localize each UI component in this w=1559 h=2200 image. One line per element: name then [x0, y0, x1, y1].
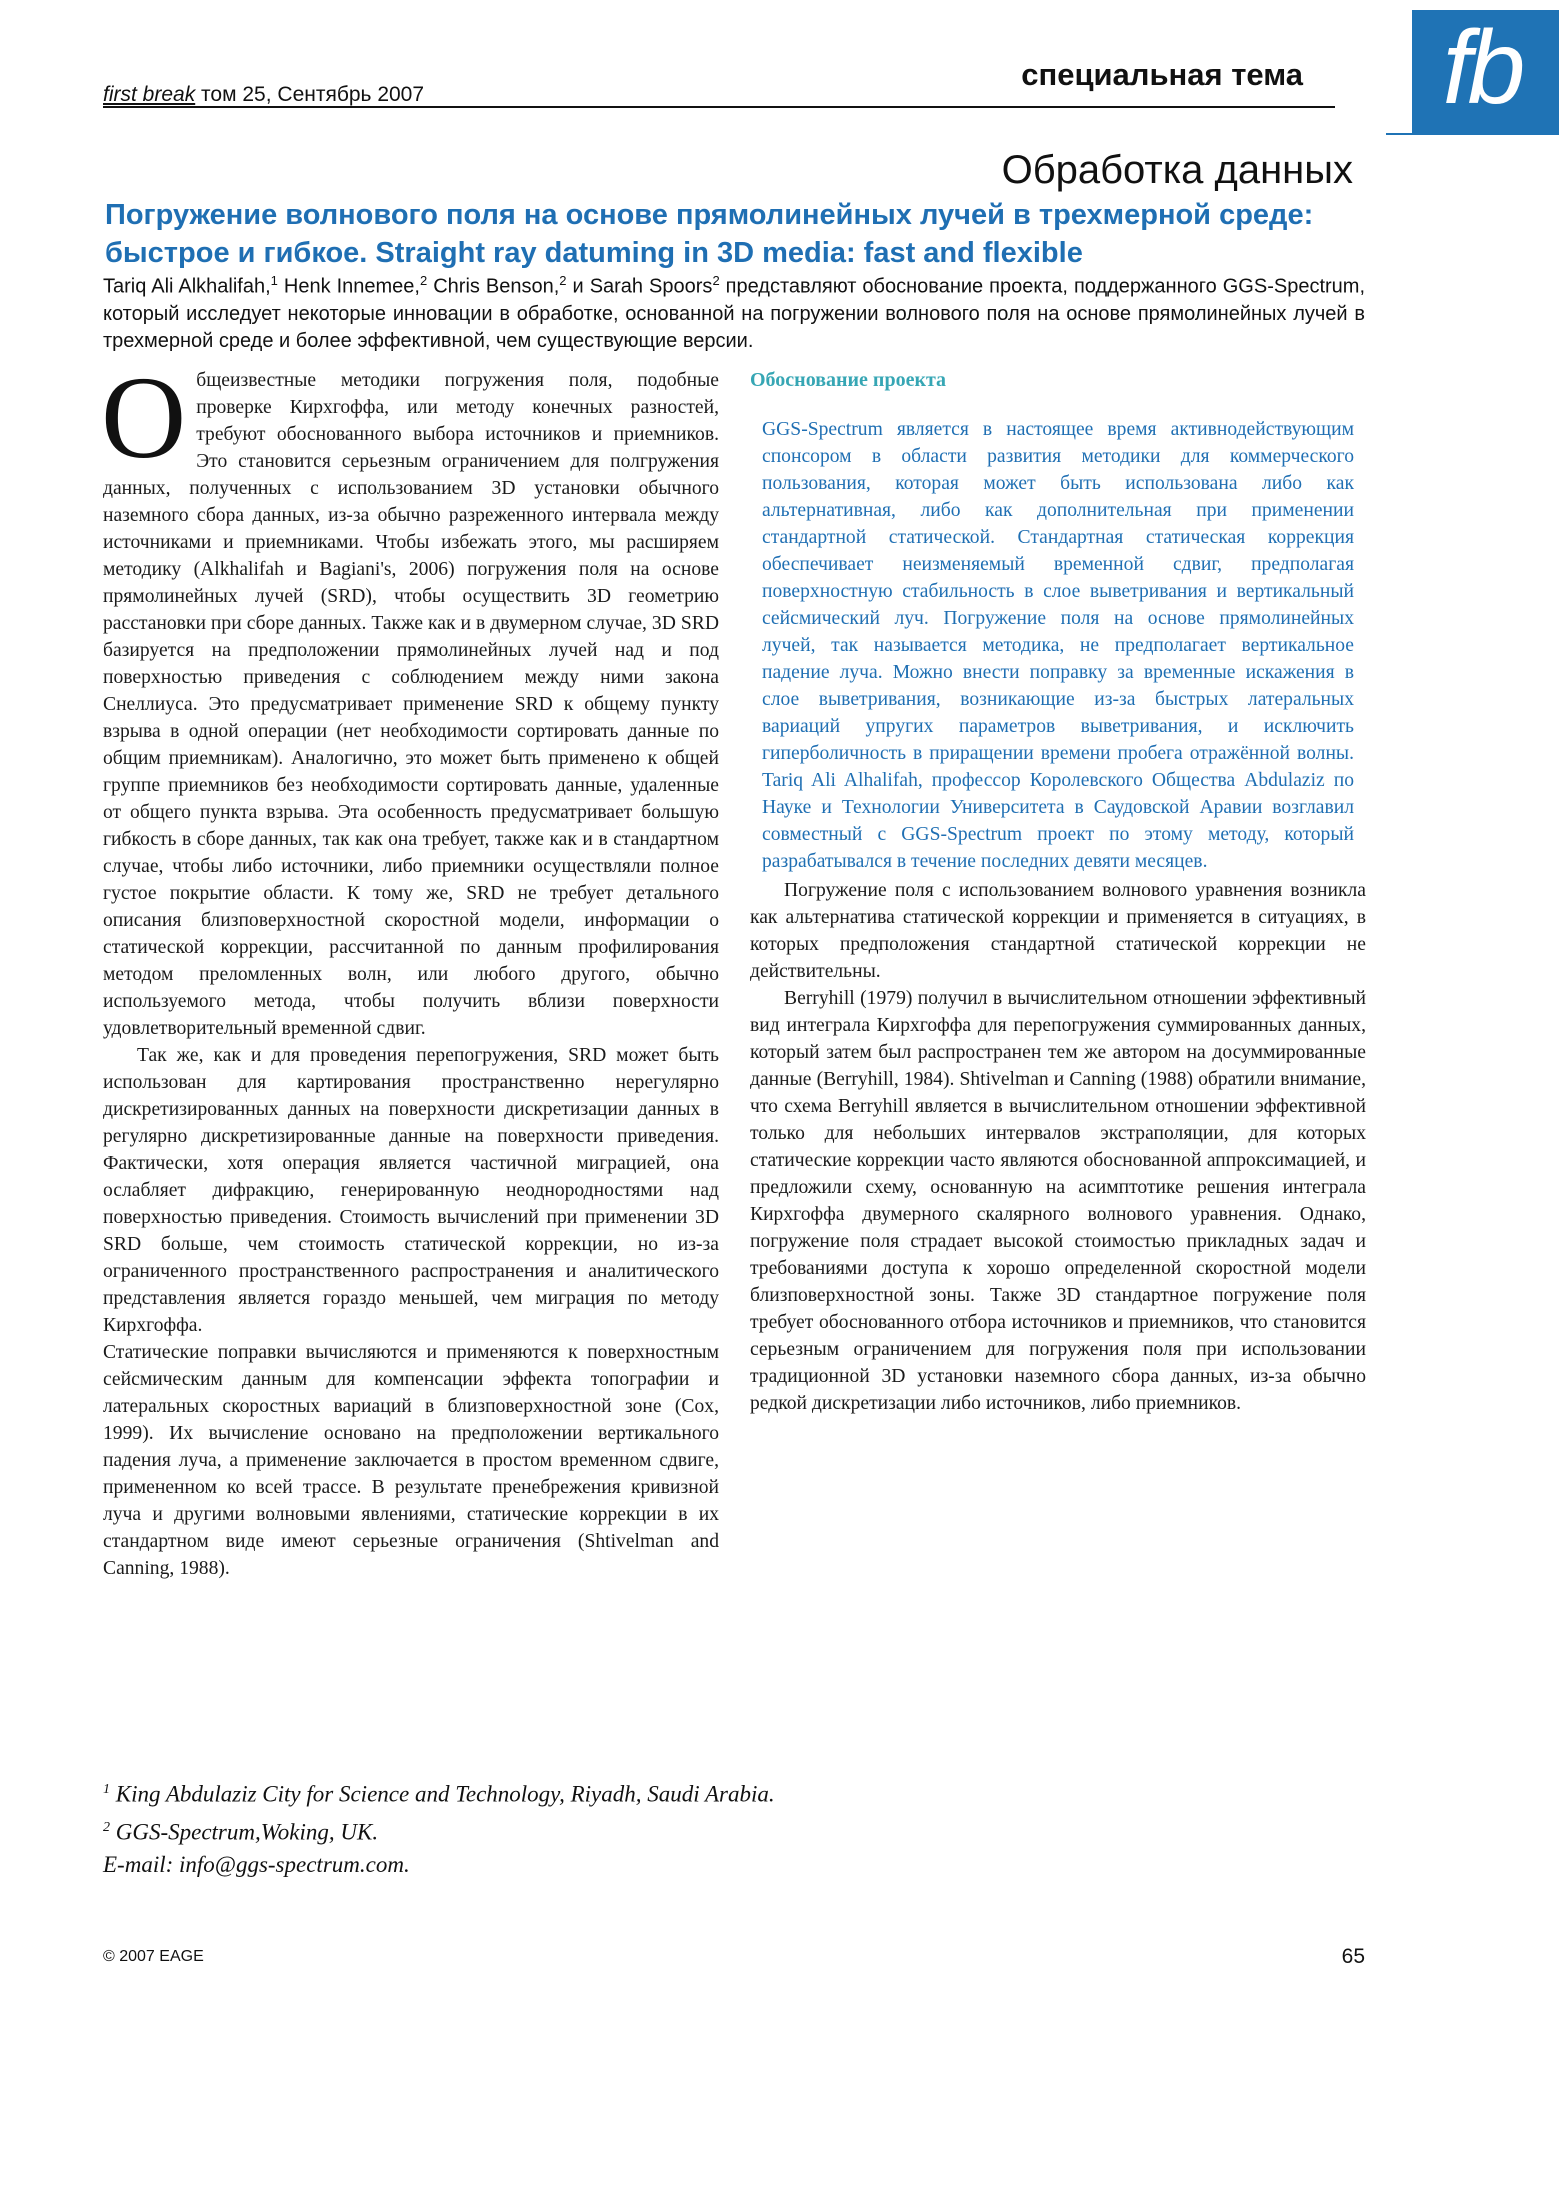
footnote-1-mark: 1 [103, 1782, 110, 1797]
journal-name: first break [103, 83, 196, 106]
right-column [750, 367, 1366, 1417]
footnote-2-mark: 2 [103, 1819, 110, 1835]
article-title: Погружение волнового поля на основе прямолинейных лучей в трехмерной среде: быстрое и гибкое. Straight ray datuming in 3D media: fast and flexible [105, 199, 1314, 269]
footnote-2-text: GGS-Spectrum,Woking, UK. [110, 1819, 379, 1845]
subheading: Обоснование проекта [750, 369, 947, 391]
journal-header [103, 83, 424, 107]
author-4: и Sarah Spoors [566, 275, 713, 298]
author-1: Tariq Ali Alkhalifah, [103, 275, 271, 298]
author-3-affiliation: 2 [559, 273, 567, 288]
page-number: 65 [1341, 1945, 1365, 1968]
special-topic-label: специальная тема [1021, 57, 1303, 92]
section-title: Обработка данных [1001, 148, 1353, 192]
intro-text: представляют обоснование проекта, поддержанного GGS-Spectrum, который исследует некоторые инновации в обработке, основанной на погружении волнового поля на основе прямолинейных лучей в трехмерной среде и более эффективной, чем существующие версии. [103, 275, 1365, 352]
header-rule [103, 106, 1335, 108]
drop-cap: O [101, 352, 187, 483]
author-4-affiliation: 2 [712, 273, 720, 288]
footnotes [103, 1773, 1003, 1881]
logo-rule [1386, 133, 1559, 135]
paragraph: Berryhill (1979) получил в вычислительном отношении эффективный вид интеграла Кирхгоффа для перепогружения суммированных данных, который затем был распространен тем же автором на досуммированные данные (Berryhill, 1984). Shtivelman и Canning (1988) обратили внимание, что схема Berryhill является в вычислительном отношении эффективной только для небольших интервалов экстраполяции, для которых статические коррекции часто являются обоснованной аппроксимацией, и предложили схему, основанную на асимптотике решения интеграла Кирхгоффа двумерного скалярного волнового уравнения. Однако, погружение поля страдает высокой стоимостью прикладных задач и требованиями доступа к хорошо определенной скоростной модели близповерхностной зоны. Также 3D стандартное погружение поля требует обоснованного отбора источников и приемников, что становится серьезным ограничением для погружения поля при использовании традиционной 3D установки наземного сбора данных, из-за обычно редкой дискретизации либо источников, либо приемников. [750, 988, 1366, 1414]
paragraph: Погружение поля с использованием волнового уравнения возникла как альтернатива статической коррекции и применяется в ситуациях, в которых предположения стандартной статической коррекции не действительны. [750, 880, 1366, 982]
fb-logo-text: fb [1442, 10, 1522, 126]
copyright: © 2007 EAGE [103, 1948, 204, 1965]
paragraph-text: бщеизвестные методики погружения поля, подобные проверке Кирхгоффа, или методу конечных разностей, требуют обоснованного выбора источников и приемников. Это становится серьезным ограничением для полгружения данных, полученных с использованием 3D установки обычного наземного сбора данных, из-за обычно разреженного интервала между источниками и приемниками. Чтобы избежать этого, мы расширяем методику (Alkhalifah и Bagiani's, 2006) погружения поля на основе прямолинейных лучей (SRD), чтобы осуществить 3D геометрию расстановки при сборе данных. Также как и в двумерном случае, 3D SRD базируется на предположении прямолинейных лучей над и под поверхностью приведения с соблюдением между ними закона Снеллиуса. Это предусматривает применение SRD к общему пункту взрыва в одной операции (нет необходимости сортировать данные по общим приемникам). Аналогично, это может быть применено к общей группе приемников без необходимости сортировать данные, удаленные от общего пункта взрыва. Эта особенность предусматривает большую гибкость в сборе данных, так как она требует, также как и в стандартном случае, чтобы либо источники, либо приемники осуществляли полное густое покрытие области. К тому же, SRD не требует детального описания близповерхностной скоростной модели, информации о статической коррекции, рассчитанной по данным профилирования методом преломленных волн, или любого другого, обычно используемого метода, чтобы получить вблизи поверхности удовлетворительный временной сдвиг. [103, 370, 719, 1039]
paragraph [101, 352, 719, 1042]
author-intro [103, 267, 1365, 355]
footnote-1 [103, 1773, 1003, 1811]
boxed-text: GGS-Spectrum является в настоящее время активнодействующим спонсором в области развития методики для коммерческого пользования, которая может быть использована либо как альтернативная, либо как дополнительная при применении стандартной статической. Стандартная статическая коррекция обеспечивает неизменяемый временной сдвиг, предполагая поверхностную стабильность в слое выветривания и вертикальный сейсмический луч. Погружение поля на основе прямолинейных лучей, так называется методика, не предполагает вертикальное падение луча. Можно внести поправку за временные искажения в слое выветривания, возникающие из-за быстрых латеральных вариаций упругих параметров выветривания, и исключить гиперболичность в приращении времени пробега отражённой волны. Tariq Ali Alhalifah, профессор Королевского Общества Abdulaziz по Науке и Технологии Университета в Саудовской Аравии возглавил совместный с GGS-Spectrum проект по этому методу, который разрабатывался в течение последних девяти месяцев. [762, 419, 1354, 872]
fb-logo [1412, 10, 1559, 134]
author-2: Henk Innemee, [277, 275, 420, 298]
footnote-1-text: King Abdulaziz City for Science and Technology, Riyadh, Saudi Arabia. [110, 1781, 775, 1807]
author-2-affiliation: 2 [419, 273, 428, 288]
footnote-2 [103, 1811, 1003, 1849]
paragraph: Так же, как и для проведения перепогружения, SRD может быть использован для картирования пространственно нерегулярно дискретизированных данных на поверхности дискретизации данных в регулярно дискретизированные данные на поверхности приведения. Фактически, хотя операция является частичной миграцией, она ослабляет дифракцию, генерированную неоднородностями над поверхностью приведения. Стоимость вычислений при применении 3D SRD больше, чем стоимость статической коррекции, но из-за ограниченного пространственного распространения и аналитического представления является гораздо меньшей, чем миграция по методу Кирхгоффа. [103, 1045, 719, 1336]
contact-email: E-mail: info@ggs-spectrum.com. [103, 1852, 410, 1878]
journal-issue: том 25, Сентябрь 2007 [195, 83, 425, 106]
left-column [101, 352, 719, 1582]
author-1-affiliation: 1 [270, 273, 278, 288]
paragraph: Статические поправки вычисляются и применяются к поверхностным сейсмическим данным для компенсации эффекта топографии и латеральных скоростных вариаций в близповерхностной зоне (Cox, 1999). Их вычисление основано на предположении вертикального падения луча, а применение заключается в простом временном сдвиге, примененном ко всей трассе. В результате пренебрежения кривизной луча и другими волновыми явлениями, статические коррекции в их стандартном виде имеют серьезные ограничения (Shtivelman and Canning, 1988). [103, 1342, 719, 1579]
author-3: Chris Benson, [427, 275, 560, 298]
